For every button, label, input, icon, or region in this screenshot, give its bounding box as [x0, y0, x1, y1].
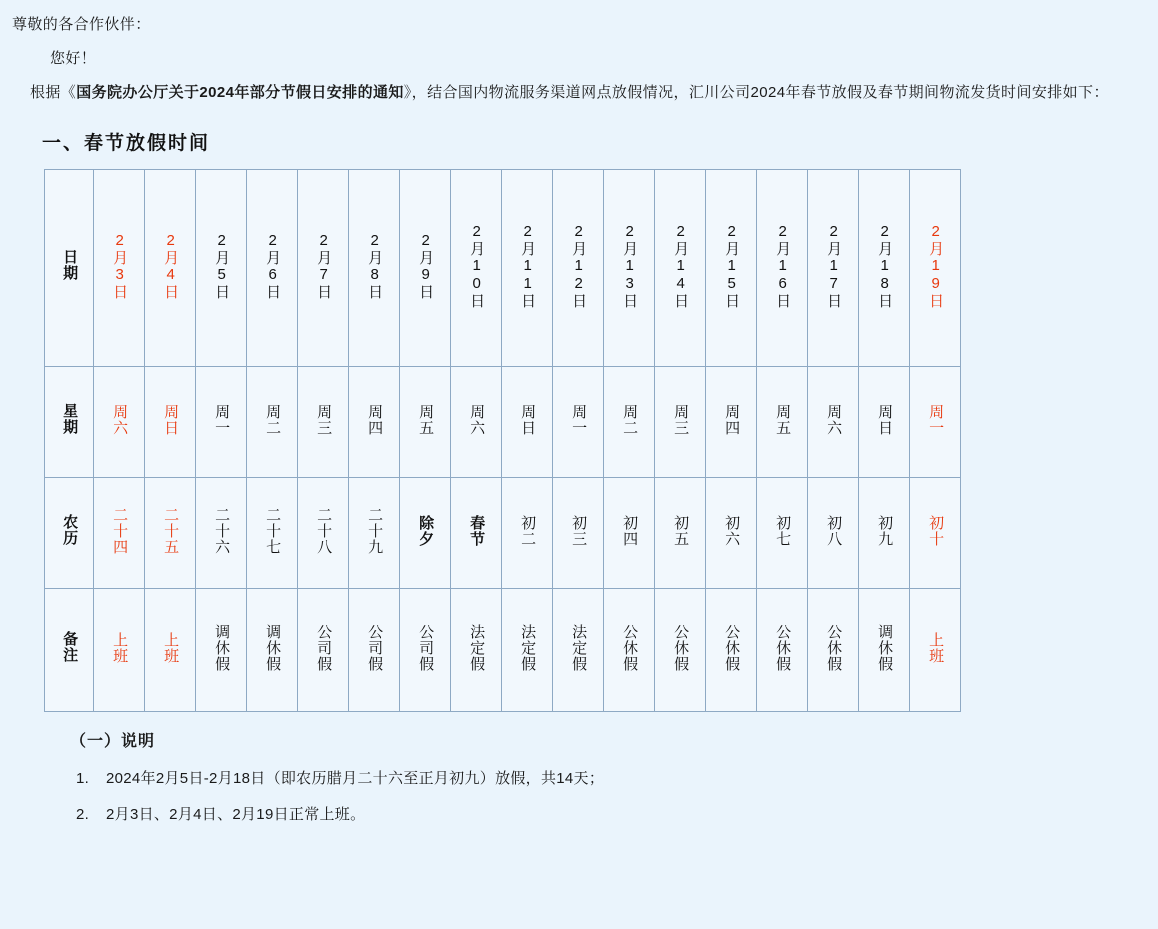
lunar-cell-11	[655, 478, 706, 589]
lunar-cell-10	[604, 478, 655, 589]
note-cell-15	[859, 589, 910, 712]
date-text: 2月12日	[570, 223, 588, 309]
lunar-cell-5	[349, 478, 400, 589]
note-cell-13	[757, 589, 808, 712]
lunar-text: 初七	[774, 515, 792, 547]
holiday-calendar-table	[44, 169, 961, 712]
weekday-cell-3	[247, 367, 298, 478]
date-text: 2月3日	[111, 232, 129, 300]
date-text: 2月9日	[417, 232, 435, 300]
row-header-note	[45, 589, 94, 712]
weekday-text: 周日	[876, 404, 894, 436]
lunar-text: 初六	[723, 515, 741, 547]
date-cell-4	[298, 170, 349, 367]
greeting-line-1: 尊敬的各合作伙伴：	[12, 16, 151, 33]
weekday-text: 周二	[264, 404, 282, 436]
note-cell-14	[808, 589, 859, 712]
date-cell-6	[400, 170, 451, 367]
note-text: 公司假	[366, 624, 384, 672]
note-cell-12	[706, 589, 757, 712]
date-text: 2月5日	[213, 232, 231, 300]
lunar-text: 初八	[825, 515, 843, 547]
note-text: 公司假	[315, 624, 333, 672]
date-text: 2月13日	[621, 223, 639, 309]
table-row-weekday	[45, 367, 961, 478]
lunar-text: 初三	[570, 515, 588, 547]
lunar-cell-1	[145, 478, 196, 589]
weekday-text: 周五	[417, 404, 435, 436]
note-cell-6	[400, 589, 451, 712]
lunar-text: 初九	[876, 515, 894, 547]
body-paragraph	[8, 76, 1138, 110]
note-text: 上班	[927, 632, 945, 664]
weekday-text: 周日	[162, 404, 180, 436]
date-cell-0	[94, 170, 145, 367]
weekday-cell-4	[298, 367, 349, 478]
note-cell-2	[196, 589, 247, 712]
date-text: 2月19日	[927, 223, 945, 309]
note-cell-10	[604, 589, 655, 712]
date-cell-16	[910, 170, 961, 367]
note-text: 法定假	[468, 624, 486, 672]
row-header-note-label: 备注	[61, 630, 79, 663]
list-item-text: 2024年2月5日-2月18日（即农历腊月二十六至正月初九）放假，共14天；	[106, 770, 605, 787]
date-cell-1	[145, 170, 196, 367]
date-cell-12	[706, 170, 757, 367]
lunar-cell-16	[910, 478, 961, 589]
note-text: 调休假	[876, 624, 894, 672]
note-text: 公休假	[672, 624, 690, 672]
weekday-text: 周一	[213, 404, 231, 436]
date-cell-14	[808, 170, 859, 367]
lunar-text: 二十五	[162, 507, 180, 555]
note-text: 公休假	[621, 624, 639, 672]
note-text: 调休假	[264, 624, 282, 672]
row-header-date-label: 日期	[61, 248, 79, 281]
row-header-weekday	[45, 367, 94, 478]
date-cell-3	[247, 170, 298, 367]
date-text: 2月8日	[366, 232, 384, 300]
note-cell-9	[553, 589, 604, 712]
body-prefix: 根据《	[30, 84, 77, 101]
date-text: 2月7日	[315, 232, 333, 300]
weekday-text: 周日	[519, 404, 537, 436]
lunar-cell-13	[757, 478, 808, 589]
lunar-text: 二十八	[315, 507, 333, 555]
weekday-text: 周一	[927, 404, 945, 436]
note-text: 法定假	[519, 624, 537, 672]
list-item-number: 2.	[76, 806, 90, 823]
date-cell-15	[859, 170, 910, 367]
weekday-cell-9	[553, 367, 604, 478]
lunar-cell-8	[502, 478, 553, 589]
lunar-cell-9	[553, 478, 604, 589]
list-item-number: 1.	[76, 770, 90, 787]
note-cell-0	[94, 589, 145, 712]
weekday-text: 周三	[672, 404, 690, 436]
row-header-lunar	[45, 478, 94, 589]
lunar-cell-14	[808, 478, 859, 589]
weekday-cell-0	[94, 367, 145, 478]
date-text: 2月14日	[672, 223, 690, 309]
weekday-cell-16	[910, 367, 961, 478]
lunar-text: 二十七	[264, 507, 282, 555]
note-cell-16	[910, 589, 961, 712]
date-cell-10	[604, 170, 655, 367]
date-text: 2月4日	[162, 232, 180, 300]
lunar-cell-12	[706, 478, 757, 589]
body-suffix: 》，结合国内物流服务渠道网点放假情况，汇川公司2024年春节放假及春节期间物流发货时间安排如下：	[403, 84, 1109, 101]
weekday-cell-6	[400, 367, 451, 478]
note-text: 公休假	[774, 624, 792, 672]
weekday-text: 周二	[621, 404, 639, 436]
weekday-text: 周六	[111, 404, 129, 436]
date-text: 2月6日	[264, 232, 282, 300]
weekday-cell-15	[859, 367, 910, 478]
weekday-cell-12	[706, 367, 757, 478]
note-cell-11	[655, 589, 706, 712]
note-cell-8	[502, 589, 553, 712]
note-cell-4	[298, 589, 349, 712]
row-header-weekday-label: 星期	[61, 402, 79, 435]
date-cell-2	[196, 170, 247, 367]
weekday-text: 周四	[723, 404, 741, 436]
date-cell-9	[553, 170, 604, 367]
note-text: 公休假	[723, 624, 741, 672]
lunar-cell-4	[298, 478, 349, 589]
weekday-cell-8	[502, 367, 553, 478]
lunar-text: 除夕	[417, 515, 435, 547]
note-cell-3	[247, 589, 298, 712]
weekday-cell-7	[451, 367, 502, 478]
weekday-cell-13	[757, 367, 808, 478]
lunar-text: 二十六	[213, 507, 231, 555]
date-text: 2月10日	[468, 223, 486, 309]
note-text: 调休假	[213, 624, 231, 672]
weekday-text: 周四	[366, 404, 384, 436]
date-cell-7	[451, 170, 502, 367]
note-cell-5	[349, 589, 400, 712]
body-notice-title: 国务院办公厅关于2024年部分节假日安排的通知	[76, 84, 404, 101]
weekday-cell-10	[604, 367, 655, 478]
date-cell-5	[349, 170, 400, 367]
note-text: 公司假	[417, 624, 435, 672]
weekday-text: 周六	[825, 404, 843, 436]
lunar-cell-3	[247, 478, 298, 589]
date-text: 2月17日	[825, 223, 843, 309]
weekday-text: 周五	[774, 404, 792, 436]
date-text: 2月11日	[519, 223, 537, 309]
table-row-date	[45, 170, 961, 367]
lunar-text: 初四	[621, 515, 639, 547]
lunar-text: 初二	[519, 515, 537, 547]
date-text: 2月15日	[723, 223, 741, 309]
sub-section-title: （一）说明	[70, 733, 156, 750]
date-cell-13	[757, 170, 808, 367]
note-cell-1	[145, 589, 196, 712]
weekday-text: 周六	[468, 404, 486, 436]
note-text: 上班	[162, 632, 180, 664]
table-row-note	[45, 589, 961, 712]
date-cell-11	[655, 170, 706, 367]
note-cell-7	[451, 589, 502, 712]
date-cell-8	[502, 170, 553, 367]
list-item-text: 2月3日、2月4日、2月19日正常上班。	[106, 806, 366, 823]
lunar-cell-0	[94, 478, 145, 589]
note-text: 上班	[111, 632, 129, 664]
note-text: 法定假	[570, 624, 588, 672]
list-item	[76, 761, 1138, 797]
weekday-cell-2	[196, 367, 247, 478]
table-row-lunar	[45, 478, 961, 589]
row-header-date	[45, 170, 94, 367]
lunar-cell-7	[451, 478, 502, 589]
list-item	[76, 797, 1138, 833]
explanation-list	[8, 761, 1138, 833]
lunar-text: 初十	[927, 515, 945, 547]
row-header-lunar-label: 农历	[61, 513, 79, 546]
lunar-cell-6	[400, 478, 451, 589]
note-text: 公休假	[825, 624, 843, 672]
greeting-line-2: 您好！	[50, 50, 97, 67]
lunar-text: 二十九	[366, 507, 384, 555]
weekday-text: 周三	[315, 404, 333, 436]
date-text: 2月18日	[876, 223, 894, 309]
weekday-text: 周一	[570, 404, 588, 436]
lunar-cell-15	[859, 478, 910, 589]
section-title: 一、春节放假时间	[42, 133, 211, 154]
weekday-cell-1	[145, 367, 196, 478]
weekday-cell-14	[808, 367, 859, 478]
date-text: 2月16日	[774, 223, 792, 309]
weekday-cell-11	[655, 367, 706, 478]
weekday-cell-5	[349, 367, 400, 478]
lunar-cell-2	[196, 478, 247, 589]
lunar-text: 二十四	[111, 507, 129, 555]
lunar-text: 初五	[672, 515, 690, 547]
lunar-text: 春节	[468, 515, 486, 547]
